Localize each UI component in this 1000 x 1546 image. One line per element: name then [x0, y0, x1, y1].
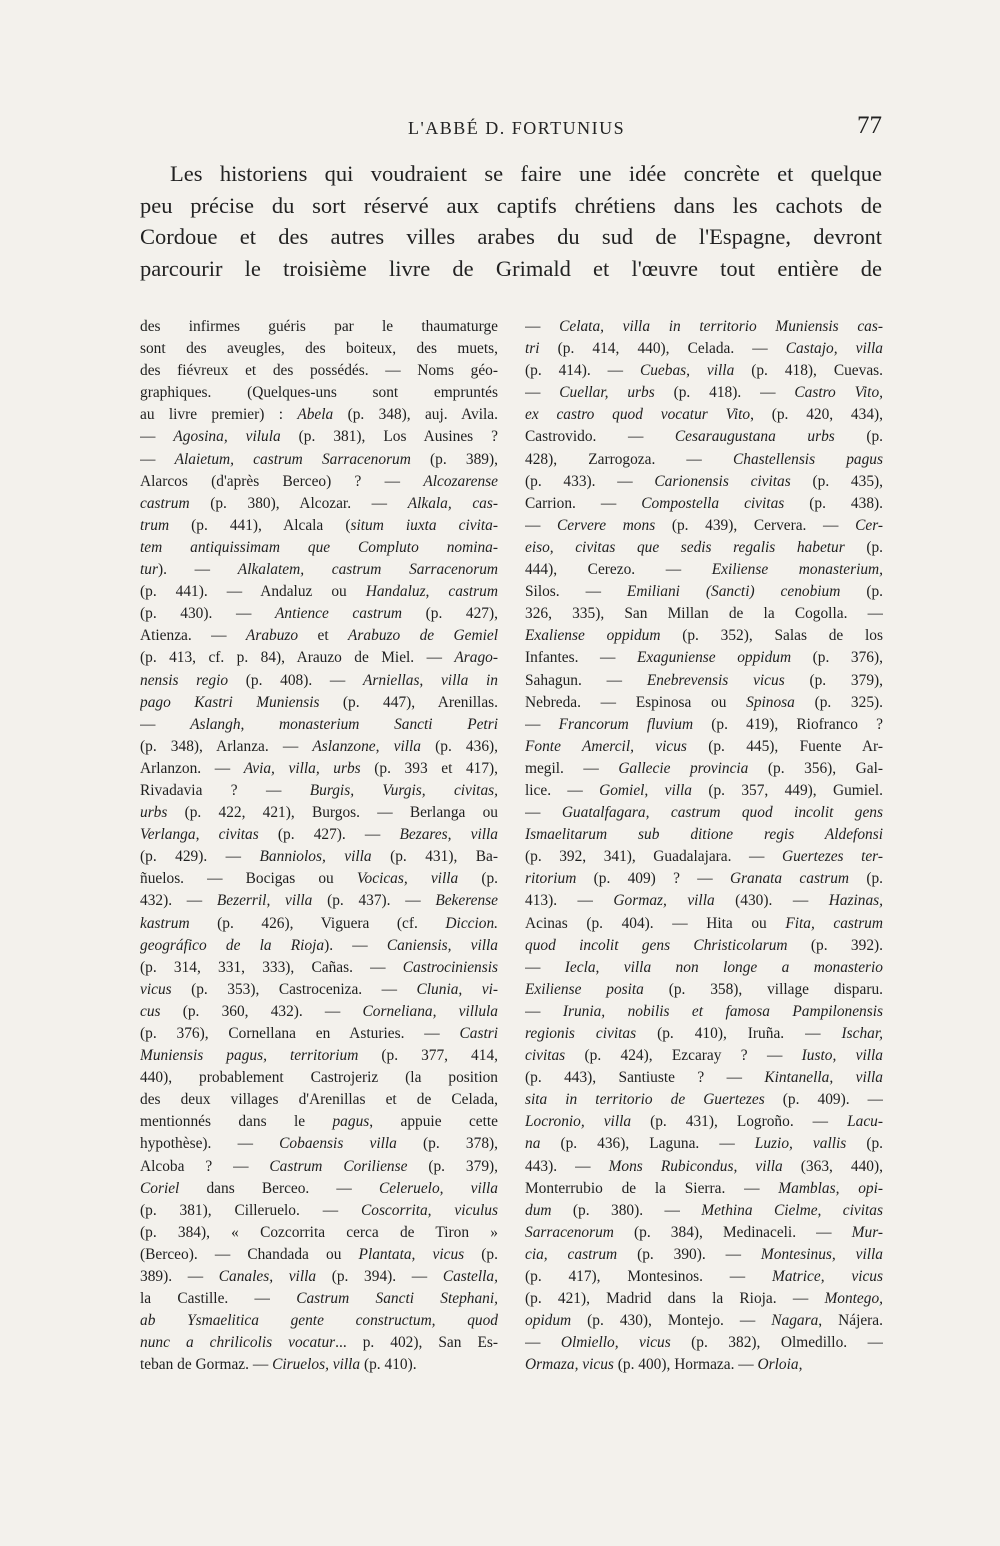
index-line: Castrovido. — Cesaraugustana urbs (p. [525, 428, 883, 446]
index-line: (p. 381), Cilleruelo. — Coscorrita, viculus [140, 1201, 498, 1219]
index-line: cia, castrum (p. 390). — Montesinus, villa [525, 1245, 883, 1263]
index-line: Locronio, villa (p. 431), Logroño. — Lacu- [525, 1113, 883, 1131]
index-line: hypothèse). — Cobaensis villa (p. 378), [140, 1135, 498, 1153]
index-line: — Francorum fluvium (p. 419), Riofranco ? [525, 715, 883, 733]
index-line: teban de Gormaz. — Ciruelos, villa (p. 410). [140, 1356, 417, 1374]
index-line: la Castille. — Castrum Sancti Stephani, [140, 1290, 498, 1308]
index-line: castrum (p. 380), Alcozar. — Alkala, cas- [140, 494, 498, 512]
index-line: 428), Zarrogoza. — Chastellensis pagus [525, 450, 883, 468]
index-line: 440), probablement Castrojeriz (la position [140, 1069, 498, 1087]
index-column-right [525, 316, 883, 1377]
index-line: vicus (p. 353), Castroceniza. — Clunia, vi- [140, 980, 498, 998]
index-line: (p. 392, 341), Guadalajara. — Guertezes ter- [525, 848, 883, 866]
index-line: geográfico de la Rioja). — Caniensis, villa [140, 936, 498, 954]
index-line: (p. 414). — Cuebas, villa (p. 418), Cuevas. [525, 362, 883, 380]
index-line: Fonte Amercil, vicus (p. 445), Fuente Ar- [525, 737, 883, 755]
page-header [140, 112, 882, 142]
index-line: — Iecla, villa non longe a monasterio [525, 958, 883, 976]
index-line: — Aslangh, monasterium Sancti Petri [140, 715, 498, 733]
index-line: Alarcos (d'après Berceo) ? — Alcozarense [140, 472, 498, 490]
index-line: (Berceo). — Chandada ou Plantata, vicus (p. [140, 1245, 498, 1263]
index-line: 444), Cerezo. — Exiliense monasterium, [525, 561, 883, 579]
index-line: des infirmes guéris par le thaumaturge [140, 318, 498, 335]
index-line: trum (p. 441), Alcala (situm iuxta civita- [140, 516, 498, 534]
index-line: ex castro quod vocatur Vito, (p. 420, 434), [525, 406, 883, 424]
index-line: tem antiquissimam que Compluto nomina- [140, 538, 498, 556]
index-line: Infantes. — Exaguniense oppidum (p. 376), [525, 649, 883, 667]
index-line: des fiévreux et des possédés. — Noms géo- [140, 362, 498, 380]
intro-line: Cordoue et des autres villes arabes du sud de l'Espagne, devront [140, 224, 882, 249]
index-line: graphiques. (Quelques-uns sont empruntés [140, 384, 498, 402]
index-line: au livre premier) : Abela (p. 348), auj. Avila. [140, 406, 498, 424]
index-line: Alcoba ? — Castrum Coriliense (p. 379), [140, 1157, 498, 1175]
index-line: Carrion. — Compostella civitas (p. 438). [525, 494, 883, 512]
index-line: tri (p. 414, 440), Celada. — Castajo, villa [525, 340, 883, 358]
index-line: kastrum (p. 426), Viguera (cf. Diccion. [140, 914, 498, 932]
index-line: opidum (p. 430), Montejo. — Nagara, Nájera. [525, 1312, 883, 1330]
index-line: (p. 441). — Andaluz ou Handaluz, castrum [140, 583, 498, 601]
index-line: nensis regio (p. 408). — Arniellas, villa in [140, 671, 498, 689]
index-line: 413). — Gormaz, villa (430). — Hazinas, [525, 892, 883, 910]
index-line: — Cuellar, urbs (p. 418). — Castro Vito, [525, 384, 883, 402]
index-line: urbs (p. 422, 421), Burgos. — Berlanga ou [140, 804, 498, 822]
index-line: Nebreda. — Espinosa ou Spinosa (p. 325). [525, 693, 883, 711]
index-line: — Guatalfagara, castrum quod incolit gens [525, 804, 883, 822]
index-line: Atienza. — Arabuzo et Arabuzo de Gemiel [140, 627, 498, 645]
index-line: tur). — Alkalatem, castrum Sarracenorum [140, 561, 498, 579]
index-line: Monterrubio de la Sierra. — Mamblas, opi- [525, 1179, 883, 1197]
index-line: dum (p. 380). — Methina Cielme, civitas [525, 1201, 883, 1219]
index-line: (p. 417), Montesinos. — Matrice, vicus [525, 1268, 883, 1286]
index-line: ñuelos. — Bocigas ou Vocicas, villa (p. [140, 870, 498, 888]
index-line: Exiliense posita (p. 358), village disparu. [525, 980, 883, 998]
index-line: des deux villages d'Arenillas et de Celada, [140, 1091, 498, 1109]
index-line: (p. 430). — Antience castrum (p. 427), [140, 605, 498, 623]
index-line: lice. — Gomiel, villa (p. 357, 449), Gumiel. [525, 781, 883, 799]
index-line: quod incolit gens Christicolarum (p. 392). [525, 936, 883, 954]
index-line: Acinas (p. 404). — Hita ou Fita, castrum [525, 914, 883, 932]
index-line: megil. — Gallecie provincia (p. 356), Gal- [525, 759, 883, 777]
intro-line: parcourir le troisième livre de Grimald et l'œuvre tout entière de [140, 255, 882, 281]
index-line: mentionnés dans le pagus, appuie cette [140, 1113, 498, 1131]
index-line: civitas (p. 424), Ezcaray ? — Iusto, villa [525, 1047, 883, 1065]
index-line: regionis civitas (p. 410), Iruña. — Ischar, [525, 1025, 883, 1042]
index-line: sita in territorio de Guertezes (p. 409). — [525, 1091, 883, 1109]
page-number: 77 [857, 112, 882, 139]
index-line: cus (p. 360, 432). — Corneliana, villula [140, 1002, 498, 1020]
index-line: — Cervere mons (p. 439), Cervera. — Cer- [525, 516, 883, 534]
index-line: Exaliense oppidum (p. 352), Salas de los [525, 627, 883, 645]
index-column-left [140, 316, 498, 1377]
index-line: (p. 443), Santiuste ? — Kintanella, villa [525, 1069, 883, 1087]
intro-line: peu précise du sort réservé aux captifs chrétiens dans les cachots de [140, 192, 882, 218]
index-line: eiso, civitas que sedis regalis habetur (p. [525, 538, 883, 556]
index-line: 389). — Canales, villa (p. 394). — Castella, [140, 1268, 498, 1286]
running-title: L'ABBÉ D. FORTUNIUS [408, 118, 626, 138]
index-line: nunc a chrilicolis vocatur... p. 402), San Es- [140, 1334, 498, 1352]
index-line: Coriel dans Berceo. — Celeruelo, villa [140, 1179, 498, 1197]
index-line: (p. 376), Cornellana en Asturies. — Castri [140, 1025, 498, 1042]
index-line: Sahagun. — Enebrevensis vicus (p. 379), [525, 671, 883, 689]
index-line: Rivadavia ? — Burgis, Vurgis, civitas, [140, 781, 498, 799]
index-line: 432). — Bezerril, villa (p. 437). — Bekerense [140, 892, 498, 910]
intro-line: Les historiens qui voudraient se faire une idée concrète et quelque [170, 161, 882, 186]
intro-paragraph [140, 158, 882, 284]
index-line: (p. 421), Madrid dans la Rioja. — Montego, [525, 1290, 883, 1308]
index-line: pago Kastri Muniensis (p. 447), Arenillas. [140, 693, 498, 711]
index-line: Verlanga, civitas (p. 427). — Bezares, villa [140, 826, 498, 844]
index-line: (p. 413, cf. p. 84), Arauzo de Miel. — Arago- [140, 649, 498, 667]
index-line: (p. 384), « Cozcorrita cerca de Tiron » [140, 1223, 498, 1241]
index-line: — Irunia, nobilis et famosa Pampilonensis [525, 1002, 883, 1020]
index-line: (p. 348), Arlanza. — Aslanzone, villa (p. 436), [140, 737, 498, 755]
index-line: Muniensis pagus, territorium (p. 377, 414, [140, 1047, 498, 1065]
index-line: 326, 335), San Millan de la Cogolla. — [525, 605, 883, 623]
index-line: ritorium (p. 409) ? — Granata castrum (p. [525, 870, 883, 888]
index-line: — Alaietum, castrum Sarracenorum (p. 389), [140, 450, 498, 468]
index-line: — Agosina, vilula (p. 381), Los Ausines ? [140, 428, 498, 446]
index-line: (p. 314, 331, 333), Cañas. — Castrociniensis [140, 958, 498, 976]
index-line: sont des aveugles, des boiteux, des muets, [140, 340, 498, 358]
index-line: — Olmiello, vicus (p. 382), Olmedillo. — [525, 1334, 883, 1352]
index-line: Silos. — Emiliani (Sancti) cenobium (p. [525, 583, 883, 601]
index-line: Ormaza, vicus (p. 400), Hormaza. — Orloia, [525, 1356, 803, 1374]
index-line: — Celata, villa in territorio Muniensis cas- [525, 318, 883, 335]
index-line: na (p. 436), Laguna. — Luzio, vallis (p. [525, 1135, 883, 1153]
index-line: Sarracenorum (p. 384), Medinaceli. — Mur- [525, 1223, 883, 1241]
index-line: Ismaelitarum sub ditione regis Aldefonsi [525, 826, 883, 844]
index-line: (p. 433). — Carionensis civitas (p. 435), [525, 472, 883, 490]
index-line: (p. 429). — Banniolos, villa (p. 431), Ba- [140, 848, 498, 866]
index-line: Arlanzon. — Avia, villa, urbs (p. 393 et 417), [140, 759, 498, 777]
index-line: ab Ysmaelitica gente constructum, quod [140, 1312, 498, 1330]
index-line: 443). — Mons Rubicondus, villa (363, 440), [525, 1157, 883, 1175]
